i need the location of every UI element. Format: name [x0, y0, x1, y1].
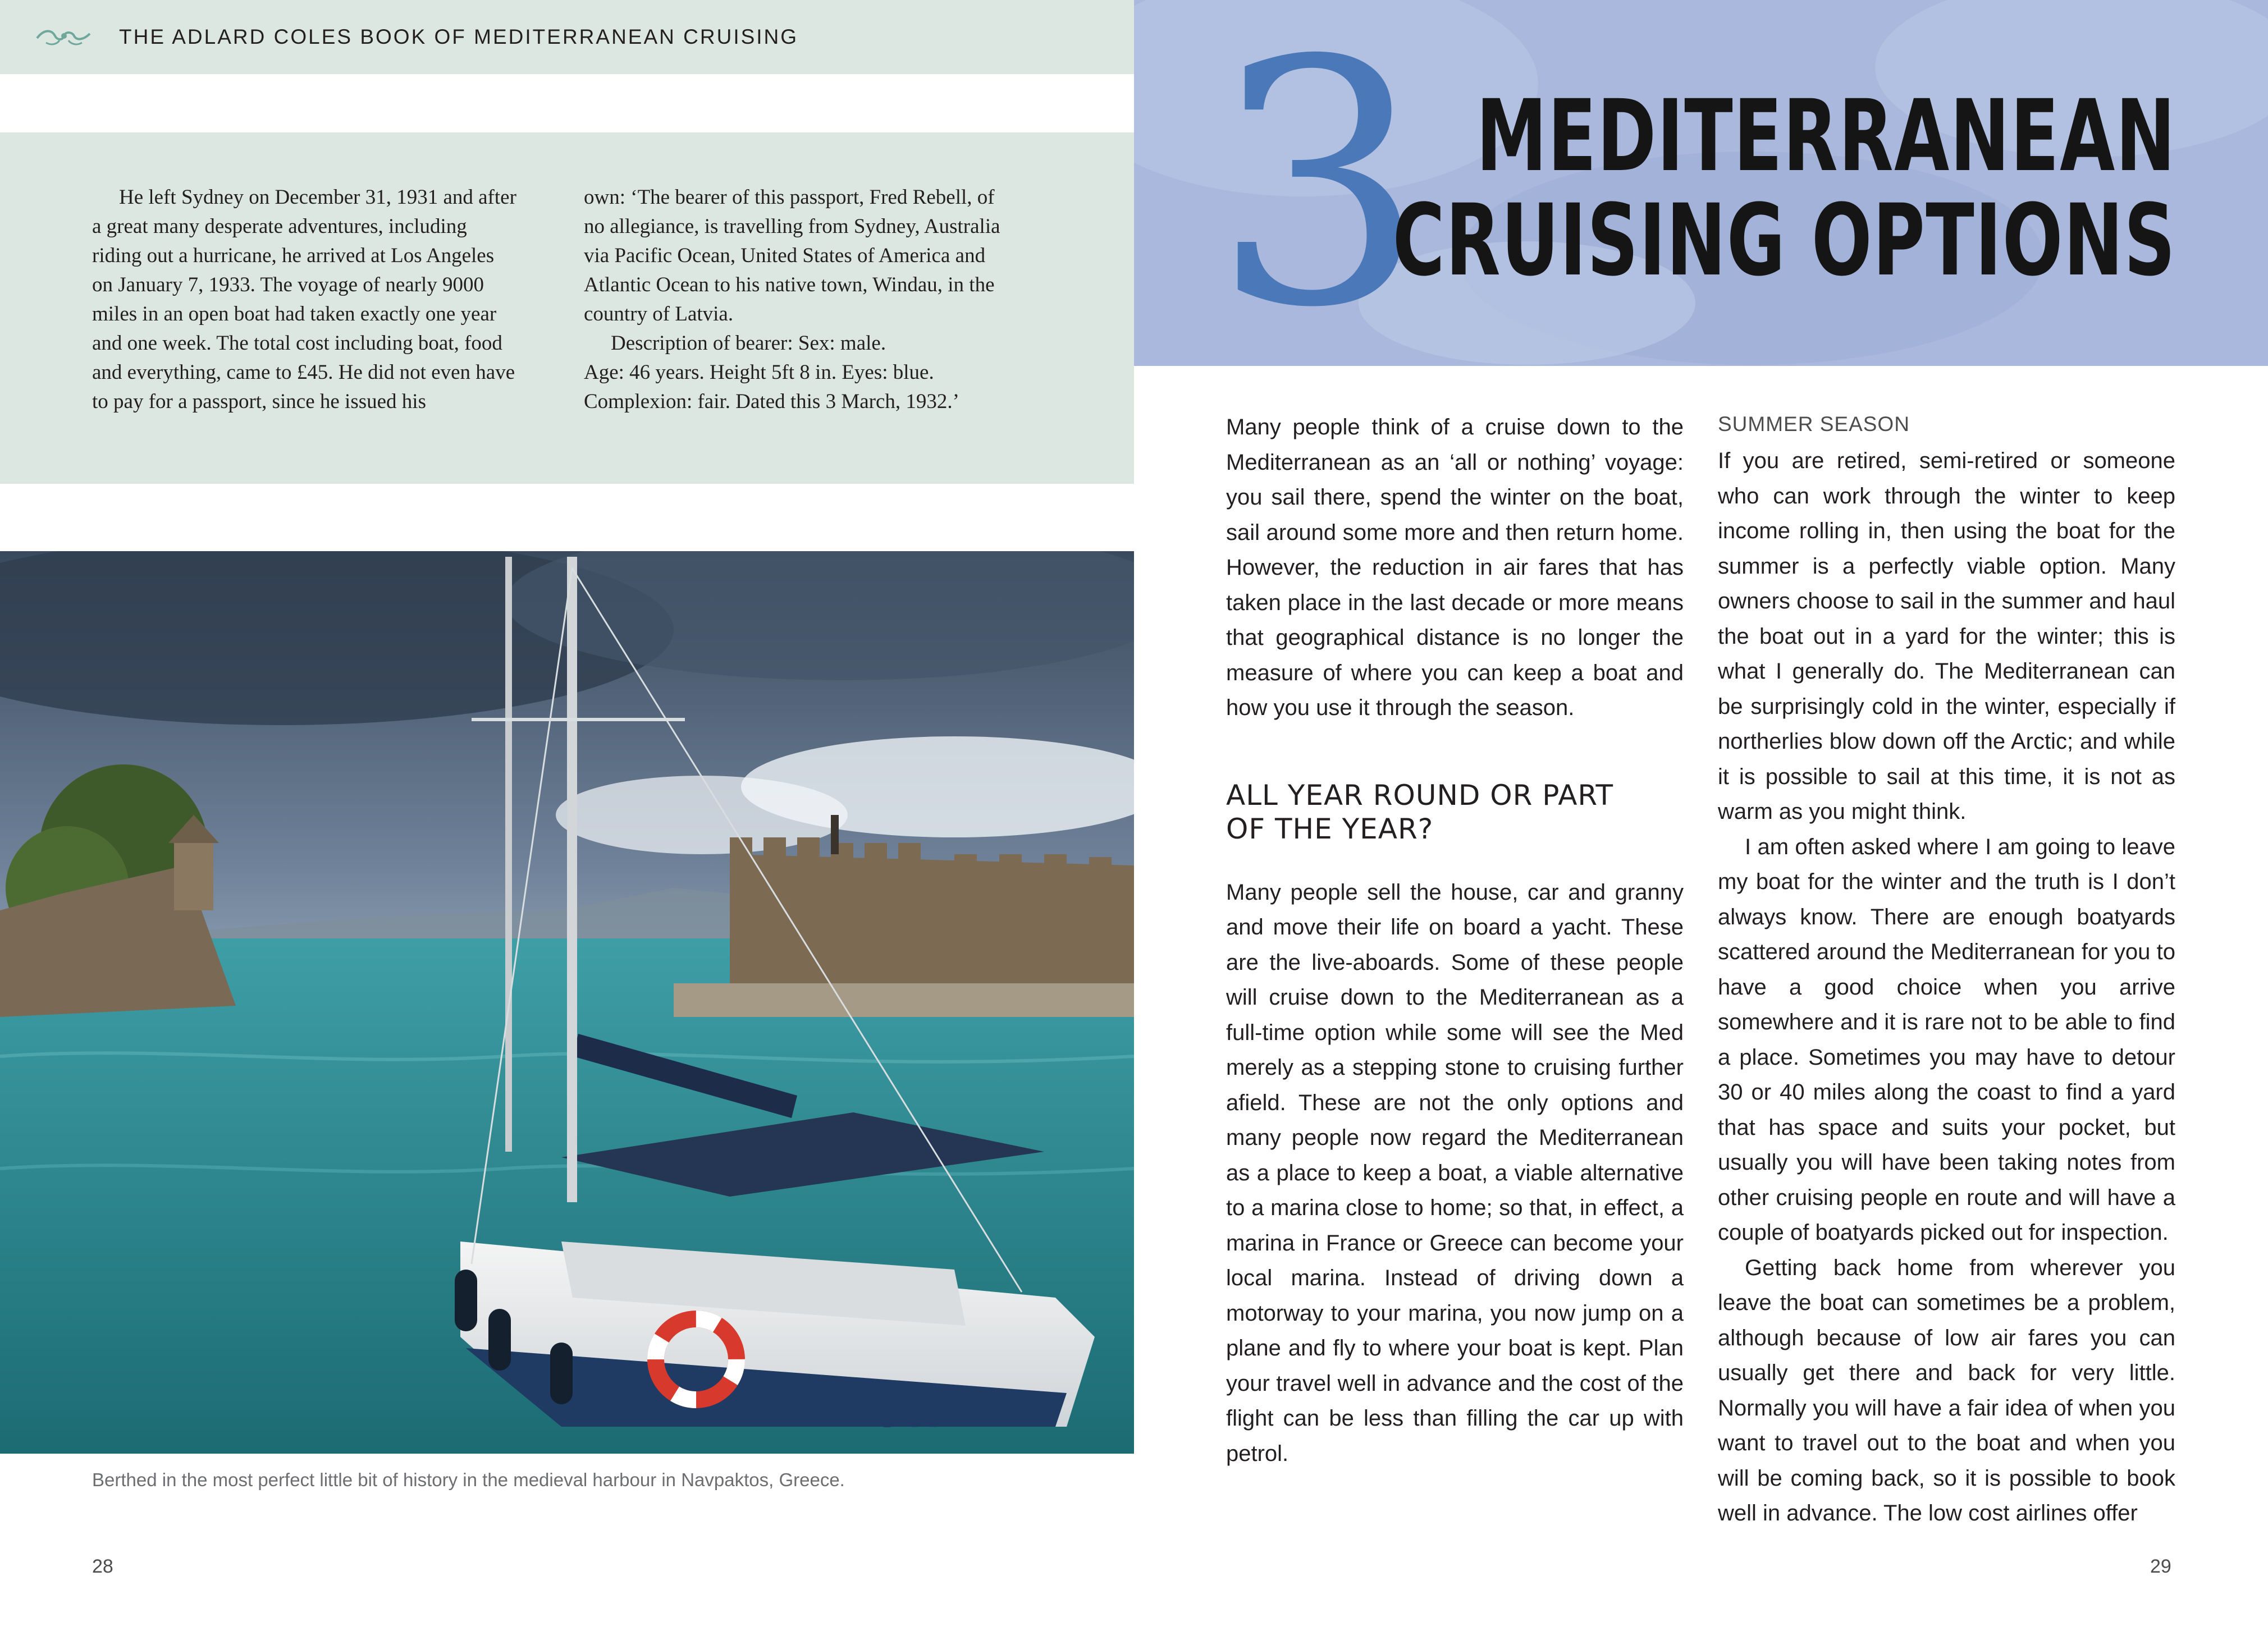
body-column-1 — [1226, 410, 1684, 1471]
body-paragraph: Many people sell the house, car and granny and move their life on board a yacht. These are the live-aboards. Some of these people will cruise down to the Mediterranean as a full-time option while some will see the Med merely as a stepping stone to cruising further afield. These are not the only options and many people now regard the Mediterranean as a place to keep a boat, a viable alternative to a marina close to home; so that, in effect, a marina in France or Greece can become your local marina. Instead of driving down a motorway to your marina, you now jump on a plane and fly to where your boat is kept. Plan your travel well in advance and the cost of the flight can be less than filling the car up with petrol. — [1226, 879, 1684, 1466]
photo-caption: Berthed in the most perfect little bit of history in the medieval harbour in Navpaktos, Greece. — [92, 1469, 845, 1490]
boxed-story-paragraph: Age: 46 years. Height 5ft 8 in. Eyes: blue. — [584, 361, 934, 384]
body-column-2 — [1718, 410, 2175, 1531]
body-paragraph: Getting back home from wherever you leave the boat can sometimes be a problem, although because of low air fares you can usually get there and back for very little. Normally you will have a fair idea of when you want to travel out to the boat and when you will be coming back, so it is possible to book well in advance. The low cost airlines offer — [1718, 1255, 2175, 1525]
body-paragraph: Many people think of a cruise down to the Mediterranean as an ‘all or nothing’ voyage: you sail there, spend the winter on the boat, sail around some more and then return home. However, the reduction in air fares that has taken place in the last decade or more means that geographical distance is no longer the measure of where you can keep a boat and how you use it through the season. — [1226, 415, 1684, 720]
boxed-story-paragraph: own: ‘The bearer of this passport, Fred Rebell, of no allegiance, is travelling from Sydney, Australia via Pacific Ocean, United States of America and Atlantic Ocean to his native town, Windau, in the country of Latvia. — [584, 186, 1000, 326]
chapter-number: 3 — [1212, 0, 1426, 381]
boxed-story-column-2 — [584, 183, 1010, 416]
running-head: THE ADLARD COLES BOOK OF MEDITERRANEAN CRUISING — [119, 25, 799, 48]
section-heading-line: OF THE YEAR? — [1226, 812, 1434, 845]
page-number-right: 29 — [2150, 1556, 2171, 1577]
body-paragraph: If you are retired, semi-retired or someone who can work through the winter to keep income rolling in, then using the boat for the summer is a perfectly viable option. Many owners choose to sail in the summer and haul the boat out in a yard for the winter; this is what I generally do. The Mediterranean can be surprisingly cold in the winter, especially if northerlies blow down off the Arctic; and while it is possible to sail at this time, it is not as warm as you might think. — [1718, 448, 2175, 824]
chapter-title-line: CRUISING OPTIONS — [1392, 183, 2176, 298]
boxed-story-paragraph: Complexion: fair. Dated this 3 March, 1932.’ — [584, 390, 959, 413]
subsection-heading: SUMMER SEASON — [1718, 413, 1910, 436]
chapter-title-line: MEDITERRANEAN — [1476, 79, 2176, 194]
wave-ornament-icon — [35, 21, 93, 51]
section-heading-line: ALL YEAR ROUND OR PART — [1226, 778, 1614, 812]
chapter-title — [1392, 79, 2176, 298]
section-heading — [1226, 778, 1684, 846]
boxed-story-paragraph: Description of bearer: Sex: male. — [611, 332, 886, 355]
harbour-photo — [0, 551, 1134, 1454]
boxed-story-column-1 — [92, 183, 519, 416]
boxed-story-paragraph: He left Sydney on December 31, 1931 and after a great many desperate adventures, including riding out a hurricane, he arrived at Los Angeles on January 7, 1933. The voyage of nearly 9000 miles in an open boat had taken exactly one year and one week. The total cost including boat, food and everything, came to £45. He did not even have to pay for a passport, since he issued his — [92, 186, 516, 413]
page-number-left: 28 — [92, 1556, 113, 1577]
body-paragraph: I am often asked where I am going to leave my boat for the winter and the truth is I don’t always know. There are enough boatyards scattered around the Mediterranean for you to have a good choice when you arrive somewhere and it is rare not to be able to find a place. Sometimes you may have to detour 30 or 40 miles along the coast to find a yard that has space and suits your pocket, but usually you will have been taking notes from other cruising people en route and will have a couple of boatyards picked out for inspection. — [1718, 834, 2175, 1245]
boat-name: SIAM — [876, 1396, 969, 1435]
